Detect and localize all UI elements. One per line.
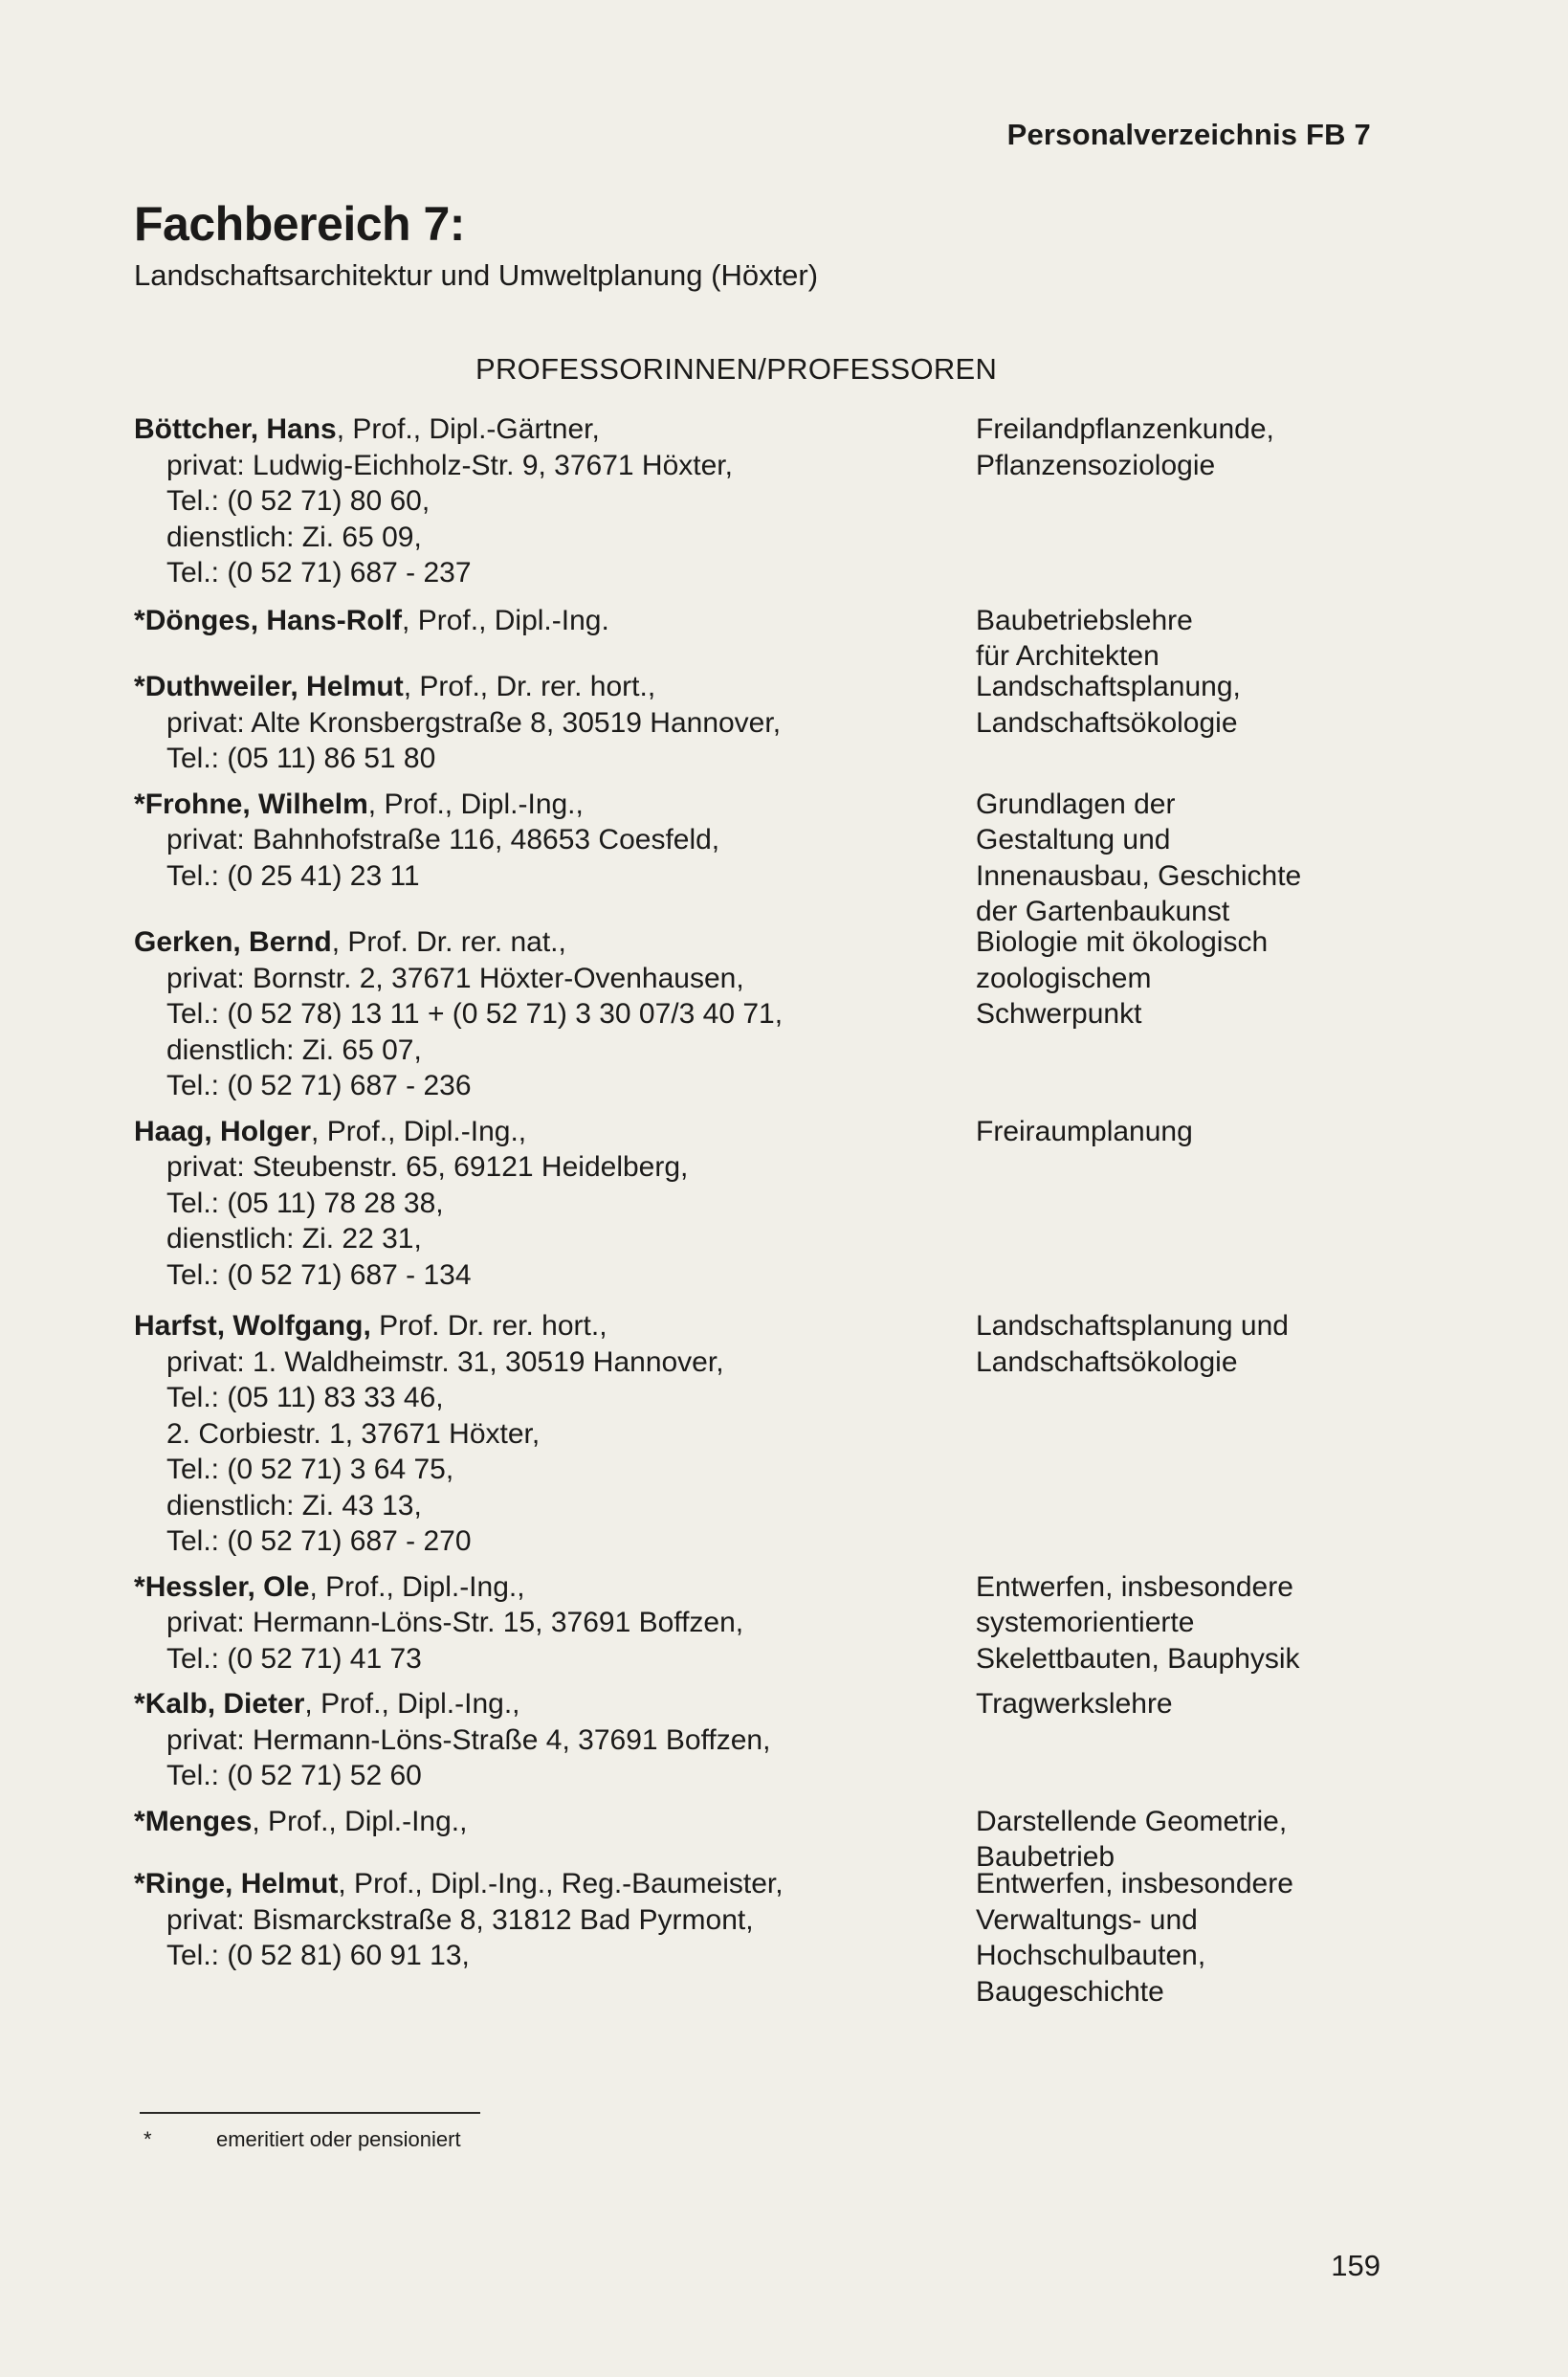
- contact-line: Tel.: (0 52 78) 13 11 + (0 52 71) 3 30 07/3 40 71,: [166, 998, 784, 1030]
- contact-line: dienstlich: Zi. 65 07,: [166, 1033, 422, 1066]
- academic-title: , Prof., Dipl.-Ing.: [402, 604, 609, 636]
- professor-name-bold: [134, 413, 337, 445]
- page-number: 159: [1331, 2249, 1380, 2282]
- professor-name-bold: [134, 926, 332, 958]
- professor-name-bold: [134, 1806, 252, 1837]
- subject-area: [976, 603, 1378, 675]
- subject-area-line: Landschaftsplanung und: [976, 1310, 1289, 1342]
- footnote-divider: [140, 2112, 480, 2114]
- professor-entry: [134, 1804, 1378, 1873]
- academic-title: , Prof. Dr. rer. nat.,: [331, 926, 566, 958]
- academic-title: , Prof., Dipl.-Ing.,: [252, 1805, 468, 1837]
- subject-area-line: Baugeschichte: [976, 1975, 1164, 2008]
- contact-line: Tel.: (0 52 71) 687 - 236: [166, 1070, 472, 1101]
- contact-line: privat: Bornstr. 2, 37671 Höxter-Ovenhausen,: [166, 962, 744, 994]
- professor-name: [134, 1114, 976, 1150]
- professor-name: [134, 1866, 976, 1902]
- given-name: , Helmut: [225, 1868, 339, 1899]
- professor-name-bold: [134, 1116, 311, 1147]
- subject-area-line: Tragwerkslehre: [976, 1688, 1173, 1720]
- surname: Frohne: [144, 788, 243, 820]
- entry-contact: [134, 1804, 976, 1840]
- professor-name-bold: [134, 1571, 309, 1603]
- academic-title: , Prof., Dipl.-Ing.,: [309, 1570, 525, 1603]
- subject-area-line: Darstellende Geometrie,: [976, 1805, 1288, 1837]
- professor-entry: [134, 603, 1378, 672]
- subject-area-line: Landschaftsökologie: [976, 1345, 1238, 1378]
- contact-line: Tel.: (0 52 71) 41 73: [166, 1642, 422, 1675]
- subject-area-line: Grundlagen der: [976, 788, 1176, 820]
- subject-area-line: Skelettbauten, Bauphysik: [976, 1642, 1300, 1675]
- emeritus-mark: *: [134, 788, 145, 820]
- subject-area: [976, 1804, 1378, 1876]
- given-name: , Helmut: [290, 671, 404, 702]
- subject-area-line: Freilandpflanzenkunde,: [976, 413, 1274, 445]
- professor-name: [134, 603, 976, 639]
- emeritus-mark: *: [134, 671, 145, 702]
- footnote-mark: *: [144, 2127, 152, 2151]
- subject-area: [976, 1686, 1378, 1722]
- emeritus-mark: *: [134, 1688, 145, 1720]
- professor-name-bold: [134, 671, 404, 702]
- surname: Ringe: [144, 1868, 226, 1899]
- subject-area: [976, 924, 1378, 1033]
- contact-line: privat: 1. Waldheimstr. 31, 30519 Hannover,: [166, 1345, 724, 1378]
- professor-name-bold: [134, 1868, 338, 1899]
- given-name: , Dieter: [207, 1688, 305, 1720]
- subject-area-line: Landschaftsplanung,: [976, 671, 1241, 702]
- subject-area-line: Gestaltung und: [976, 824, 1171, 855]
- subject-area-line: Hochschulbauten,: [976, 1940, 1206, 1971]
- section-heading: PROFESSORINNEN/PROFESSOREN: [475, 352, 998, 386]
- subject-area: [976, 411, 1378, 483]
- academic-title: , Prof., Dipl.-Ing.,: [304, 1688, 520, 1720]
- academic-title: Prof. Dr. rer. hort.,: [370, 1310, 607, 1342]
- entry-contact: [134, 924, 976, 1104]
- contact-line: Tel.: (0 52 71) 687 - 134: [166, 1258, 472, 1291]
- emeritus-mark: *: [134, 604, 145, 636]
- contact-line: dienstlich: Zi. 65 09,: [166, 521, 422, 553]
- entry-contact: [134, 1866, 976, 1974]
- professor-name-bold: [134, 1688, 304, 1720]
- contact-line: privat: Hermann-Löns-Straße 4, 37691 Boffzen,: [166, 1723, 771, 1756]
- subject-area: [976, 1114, 1378, 1150]
- footnote-text: emeritiert oder pensioniert: [216, 2127, 461, 2151]
- subject-area: [976, 787, 1378, 930]
- surname: Duthweiler: [144, 671, 291, 702]
- surname: Kalb: [144, 1688, 208, 1720]
- professor-entry: [134, 1114, 1378, 1294]
- given-name: , Hans: [250, 413, 337, 445]
- subject-area: [976, 1308, 1378, 1380]
- subject-area-line: Innenausbau, Geschichte: [976, 859, 1302, 892]
- given-name: , Wilhelm: [242, 788, 368, 820]
- subject-area-line: der Gartenbaukunst: [976, 896, 1230, 927]
- surname: Hessler: [144, 1570, 248, 1603]
- entry-contact: [134, 1114, 976, 1294]
- contact-line: Tel.: (0 52 71) 687 - 237: [166, 557, 472, 589]
- contact-line: Tel.: (05 11) 86 51 80: [166, 743, 436, 774]
- subject-area: [976, 1866, 1378, 2010]
- surname: Menges: [144, 1805, 253, 1837]
- surname: Dönges: [144, 604, 251, 636]
- subject-area-line: Pflanzensoziologie: [976, 449, 1216, 481]
- subject-area: [976, 669, 1378, 741]
- surname: Haag: [134, 1115, 205, 1147]
- entry-contact: [134, 669, 976, 777]
- professor-name-bold: [134, 1310, 371, 1342]
- professor-name-bold: [134, 605, 402, 636]
- subject-area-line: Landschaftsökologie: [976, 706, 1238, 739]
- professor-name: [134, 1804, 976, 1840]
- entry-contact: [134, 1686, 976, 1794]
- subject-area-line: Entwerfen, insbesondere: [976, 1868, 1293, 1899]
- professor-entry: [134, 1308, 1378, 1560]
- entry-contact: [134, 603, 976, 639]
- subject-area-line: Entwerfen, insbesondere: [976, 1570, 1293, 1603]
- contact-line: dienstlich: Zi. 43 13,: [166, 1489, 422, 1522]
- entry-contact: [134, 1569, 976, 1677]
- contact-line: privat: Bismarckstraße 8, 31812 Bad Pyrmont,: [166, 1903, 754, 1936]
- academic-title: , Prof., Dipl.-Gärtner,: [336, 413, 600, 445]
- professor-entry: [134, 1569, 1378, 1677]
- professor-name: [134, 669, 976, 705]
- professor-entry: [134, 669, 1378, 777]
- professor-entry: [134, 411, 1378, 591]
- contact-line: dienstlich: Zi. 22 31,: [166, 1223, 422, 1255]
- contact-line: Tel.: (0 52 71) 80 60,: [166, 485, 431, 517]
- subject-area-line: systemorientierte: [976, 1607, 1195, 1638]
- subject-area-line: zoologischem: [976, 962, 1152, 994]
- given-name: , Ole: [247, 1570, 310, 1603]
- professor-name: [134, 411, 976, 448]
- surname: Böttcher: [134, 413, 251, 445]
- contact-line: Tel.: (0 52 71) 687 - 270: [166, 1525, 472, 1557]
- surname: Harfst: [134, 1310, 217, 1342]
- given-name: , Hans-Rolf: [250, 604, 403, 636]
- emeritus-mark: *: [134, 1868, 145, 1899]
- footnote: [144, 2127, 461, 2152]
- given-name: , Bernd: [232, 926, 332, 958]
- contact-line: Tel.: (0 52 71) 52 60: [166, 1760, 422, 1791]
- contact-line: privat: Bahnhofstraße 116, 48653 Coesfeld,: [166, 824, 720, 855]
- professor-entry: [134, 924, 1378, 1104]
- subject-area-line: Baubetrieb: [976, 1841, 1115, 1873]
- professor-name: [134, 1686, 976, 1722]
- emeritus-mark: *: [134, 1805, 145, 1837]
- contact-line: 2. Corbiestr. 1, 37671 Höxter,: [166, 1417, 541, 1450]
- subject-area-line: Baubetriebslehre: [976, 604, 1193, 636]
- given-name: , Wolfgang,: [216, 1310, 371, 1342]
- contact-line: Tel.: (05 11) 78 28 38,: [166, 1187, 444, 1219]
- professor-name: [134, 1569, 976, 1606]
- subject-area: [976, 1569, 1378, 1677]
- contact-line: Tel.: (0 52 71) 3 64 75,: [166, 1454, 454, 1485]
- academic-title: , Prof., Dr. rer. hort.,: [403, 671, 656, 702]
- academic-title: , Prof., Dipl.-Ing.,: [311, 1115, 527, 1147]
- contact-line: privat: Alte Kronsbergstraße 8, 30519 Hannover,: [166, 706, 782, 739]
- professor-entry: [134, 1686, 1378, 1794]
- professor-name: [134, 1308, 976, 1344]
- entry-contact: [134, 1308, 976, 1560]
- professor-name-bold: [134, 789, 368, 820]
- subject-area-line: Verwaltungs- und: [976, 1903, 1198, 1936]
- subject-area-line: Freiraumplanung: [976, 1115, 1193, 1147]
- page-title: Fachbereich 7:: [134, 197, 465, 251]
- surname: Gerken: [134, 926, 233, 958]
- academic-title: , Prof., Dipl.-Ing.,: [367, 788, 584, 820]
- professor-name: [134, 787, 976, 823]
- professor-entry: [134, 787, 1378, 927]
- entry-contact: [134, 411, 976, 591]
- subject-area-line: Biologie mit ökologisch: [976, 926, 1269, 958]
- subject-area-line: Schwerpunkt: [976, 998, 1142, 1030]
- given-name: , Holger: [204, 1115, 312, 1147]
- entry-contact: [134, 787, 976, 895]
- page-subtitle: Landschaftsarchitektur und Umweltplanung (Höxter): [134, 258, 819, 292]
- subject-area-line: für Architekten: [976, 640, 1159, 672]
- contact-line: Tel.: (05 11) 83 33 46,: [166, 1382, 444, 1413]
- professor-list: [134, 402, 1378, 2008]
- academic-title: , Prof., Dipl.-Ing., Reg.-Baumeister,: [338, 1868, 784, 1899]
- professor-name: [134, 924, 976, 961]
- contact-line: privat: Steubenstr. 65, 69121 Heidelberg,: [166, 1151, 689, 1183]
- contact-line: privat: Ludwig-Eichholz-Str. 9, 37671 Höxter,: [166, 449, 733, 481]
- emeritus-mark: *: [134, 1570, 145, 1603]
- running-header: Personalverzeichnis FB 7: [1006, 118, 1371, 151]
- contact-line: Tel.: (0 25 41) 23 11: [166, 859, 420, 892]
- contact-line: Tel.: (0 52 81) 60 91 13,: [166, 1940, 470, 1971]
- contact-line: privat: Hermann-Löns-Str. 15, 37691 Boffzen,: [166, 1607, 744, 1638]
- professor-entry: [134, 1866, 1378, 2008]
